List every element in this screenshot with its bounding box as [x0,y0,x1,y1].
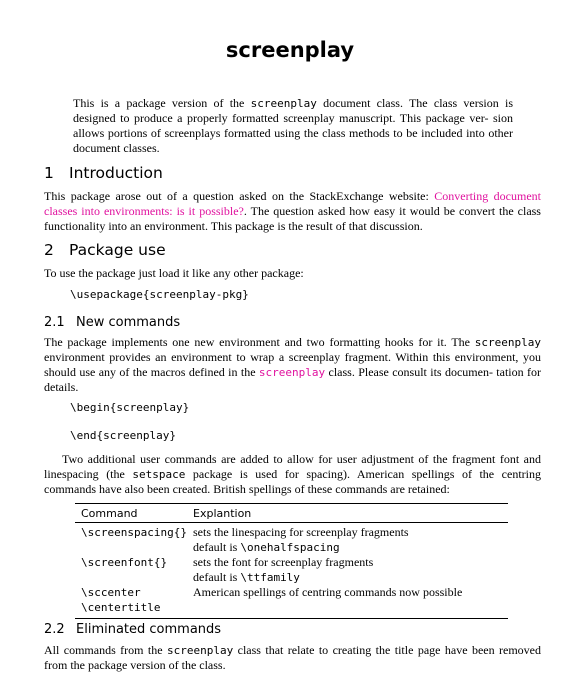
paragraph-text: All commands from the [44,643,167,657]
inline-code: \onehalfspacing [240,541,340,554]
document-title: screenplay [225,38,355,62]
table-cell-command [75,585,193,615]
subsection-number: 2.1 [44,315,65,330]
table-row [75,525,508,555]
paragraph-text: . The question asked how easy it would be convert the class functionality into an environment. This package is the result of that discussion. [44,204,541,233]
explanation-line: sets the font for screenplay fragments [193,555,374,569]
table-cell-command: \screenspacing{} [81,526,187,539]
section-title: Introduction [69,164,163,182]
explanation-text: default is [193,540,241,554]
introduction-paragraph [44,189,541,234]
explanation-text: default is [193,570,241,584]
end-screenplay-code: \end{screenplay} [70,429,176,442]
abstract-code: screenplay [250,97,317,110]
package-use-paragraph: To use the package just load it like any other package: [44,266,304,280]
section-heading-introduction [44,164,163,182]
table-row [75,555,508,585]
explanation-line [193,540,508,555]
command-line: \centertitle [81,601,161,614]
table-cell-explanation [193,525,508,555]
eliminated-commands-paragraph [44,643,541,673]
section-title: Package use [69,241,166,259]
stackexchange-link[interactable]: Converting document classes into environments: is it possible? [44,189,541,218]
paragraph-text: This package arose out of a question asked on the StackExchange website: [44,189,435,203]
inline-code: screenplay [166,644,234,657]
table-header-cell: Command [81,507,138,520]
subsection-title: Eliminated commands [76,622,222,637]
command-line: \sccenter [81,586,141,599]
explanation-line [193,570,508,585]
subsection-title: New commands [76,315,181,330]
section-number: 2 [44,241,54,259]
inline-code: screenplay [474,336,541,349]
table-header-cell: Explantion [193,507,252,520]
inline-code: \ttfamily [240,571,300,584]
table-cell-command: \screenfont{} [81,556,168,569]
section-heading-package-use [44,241,166,259]
paragraph-text: Two additional user commands are added to allow for user adjustment of the fragment font and linespacing (the [44,452,541,481]
paragraph-text: class. Please consult its documen- tation for details. [44,365,541,394]
table-body [75,523,508,618]
paragraph-text: environment provides an environment to wrap a screenplay fragment. Within this environment, you should use any of the macros defined in the [44,350,541,379]
subsection-heading-eliminated-commands [44,622,221,638]
paragraph-text: package is used for spacing). American spellings of the centring commands have also been created. British spellings of these commands are retained: [44,467,541,496]
paragraph-text: class that relate to creating the title page have been removed from the package version of the class. [44,643,542,672]
abstract-text: This is a package version of the [73,96,251,110]
table-cell-explanation: American spellings of centring commands now possible [193,585,463,599]
table-cell-explanation [193,555,508,585]
table-header-row [75,504,508,523]
screenplay-class-link[interactable]: screenplay [258,366,326,379]
new-commands-paragraph [44,335,541,395]
abstract-text: document class. The class version is designed to produce a properly formatted screenplay manuscript. This package ver- sion allows portions of screenplays formatted using the class methods to be included into other document classes. [73,96,513,155]
commands-table [75,503,508,619]
subsection-heading-new-commands [44,315,180,331]
subsection-number: 2.2 [44,622,65,637]
inline-code: setspace [132,468,186,481]
begin-screenplay-code: \begin{screenplay} [70,401,190,414]
table-row [75,585,508,615]
section-number: 1 [44,164,54,182]
additional-commands-paragraph [44,452,541,497]
abstract [73,96,513,156]
explanation-line: sets the linespacing for screenplay fragments [193,525,409,539]
paragraph-text: The package implements one new environment and two formatting hooks for it. The [44,335,475,349]
usepackage-code: \usepackage{screenplay-pkg} [70,288,249,301]
